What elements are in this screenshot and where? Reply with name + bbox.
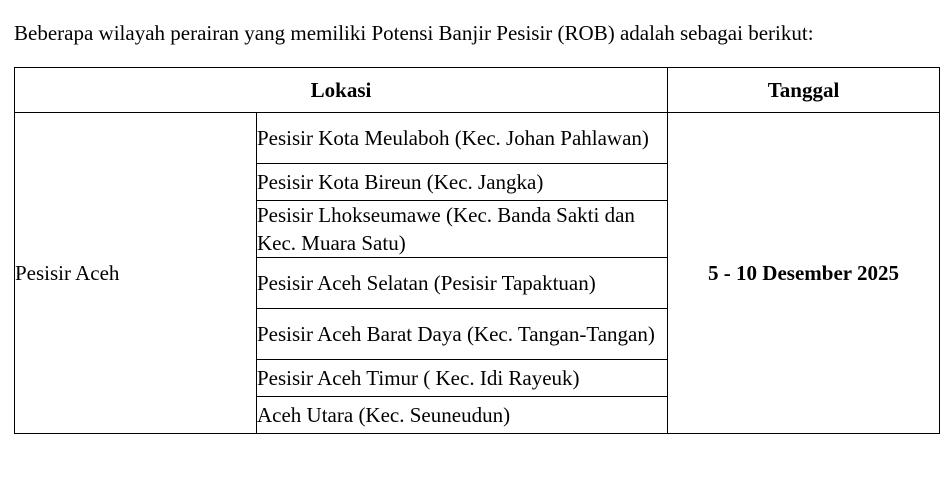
location-cell: Pesisir Aceh Selatan (Pesisir Tapaktuan) xyxy=(257,258,668,309)
location-cell: Pesisir Lhokseumawe (Kec. Banda Sakti dan Kec. Muara Satu) xyxy=(257,201,668,258)
location-cell: Pesisir Aceh Barat Daya (Kec. Tangan-Tangan) xyxy=(257,309,668,360)
intro-text: Beberapa wilayah perairan yang memiliki Potensi Banjir Pesisir (ROB) adalah sebagai berikut: xyxy=(14,21,814,45)
date-cell: 5 - 10 Desember 2025 xyxy=(668,113,940,434)
region-cell: Pesisir Aceh xyxy=(15,113,257,434)
header-row xyxy=(15,68,940,113)
rob-table xyxy=(14,67,940,434)
header-location: Lokasi xyxy=(15,68,668,113)
location-cell: Pesisir Aceh Timur ( Kec. Idi Rayeuk) xyxy=(257,360,668,397)
table-row xyxy=(15,113,940,164)
location-cell: Pesisir Kota Meulaboh (Kec. Johan Pahlawan) xyxy=(257,113,668,164)
location-cell: Pesisir Kota Bireun (Kec. Jangka) xyxy=(257,164,668,201)
location-cell: Aceh Utara (Kec. Seuneudun) xyxy=(257,397,668,434)
header-date: Tanggal xyxy=(668,68,940,113)
